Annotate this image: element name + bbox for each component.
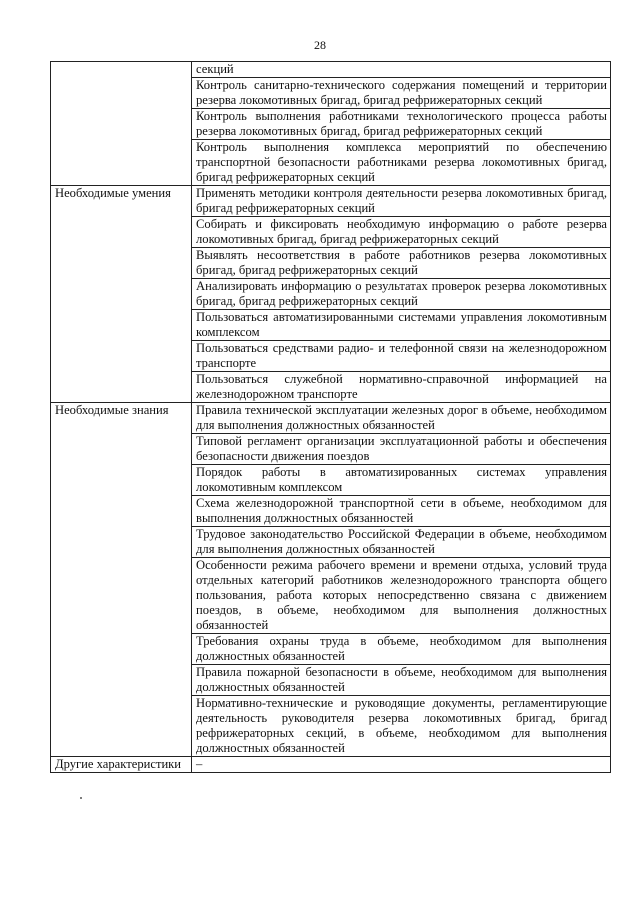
- table-cell: Требования охраны труда в объеме, необходимом для выполнения должностных обязанностей: [192, 634, 611, 665]
- continuation-label-cell: [51, 62, 192, 186]
- qualification-table: [50, 61, 611, 773]
- table-row: [51, 757, 611, 773]
- scan-speck: [80, 797, 82, 799]
- table-cell: Контроль санитарно-технического содержания помещений и территории резерва локомотивных бригад, бригад рефрижераторных секций: [192, 78, 611, 109]
- other-value: –: [192, 757, 611, 773]
- table-row: [51, 186, 611, 217]
- page-number: 28: [314, 38, 326, 52]
- table-cell: Пользоваться средствами радио- и телефонной связи на железнодорожном транспорте: [192, 341, 611, 372]
- table-cell: Применять методики контроля деятельности резерва локомотивных бригад, бригад рефрижераторных секций: [192, 186, 611, 217]
- table-cell: секций: [192, 62, 611, 78]
- table-cell: Пользоваться служебной нормативно-справочной информацией на железнодорожном транспорте: [192, 372, 611, 403]
- table-cell: Трудовое законодательство Российской Федерации в объеме, необходимом для выполнения должностных обязанностей: [192, 527, 611, 558]
- table-cell: Пользоваться автоматизированными системами управления локомотивным комплексом: [192, 310, 611, 341]
- table-cell: Контроль выполнения комплекса мероприятий по обеспечению транспортной безопасности работниками резерва локомотивных бригад, бригад рефрижераторных секций: [192, 140, 611, 186]
- table-cell: Правила пожарной безопасности в объеме, необходимом для выполнения должностных обязанностей: [192, 665, 611, 696]
- table-cell: Нормативно-технические и руководящие документы, регламентирующие деятельность руководителя резерва локомотивных бригад, бригад рефрижераторных секций, в объеме, необходимом для выполнения должностных обязанностей: [192, 696, 611, 757]
- table-row: [51, 403, 611, 434]
- table-cell: Схема железнодорожной транспортной сети в объеме, необходимом для выполнения должностных обязанностей: [192, 496, 611, 527]
- table-cell: Правила технической эксплуатации железных дорог в объеме, необходимом для выполнения должностных обязанностей: [192, 403, 611, 434]
- table-row: [51, 62, 611, 78]
- table-cell: Порядок работы в автоматизированных системах управления локомотивным комплексом: [192, 465, 611, 496]
- table-cell: Собирать и фиксировать необходимую информацию о работе резерва локомотивных бригад, бригад рефрижераторных секций: [192, 217, 611, 248]
- other-label: Другие характеристики: [51, 757, 192, 773]
- table-cell: Особенности режима рабочего времени и времени отдыха, условий труда отдельных категорий работников железнодорожного транспорта общего пользования, работа которых непосредственно связана с движением поездов, в объеме, необходимом для выполнения должностных обязанностей: [192, 558, 611, 634]
- table-cell: Типовой регламент организации эксплуатационной работы и обеспечения безопасности движения поездов: [192, 434, 611, 465]
- table-cell: Анализировать информацию о результатах проверок резерва локомотивных бригад, бригад рефрижераторных секций: [192, 279, 611, 310]
- table-cell: Выявлять несоответствия в работе работников резерва локомотивных бригад, бригад рефрижераторных секций: [192, 248, 611, 279]
- table-cell: Контроль выполнения работниками технологического процесса работы резерва локомотивных бригад, бригад рефрижераторных секций: [192, 109, 611, 140]
- knowledge-label: Необходимые знания: [51, 403, 192, 757]
- skills-label: Необходимые умения: [51, 186, 192, 403]
